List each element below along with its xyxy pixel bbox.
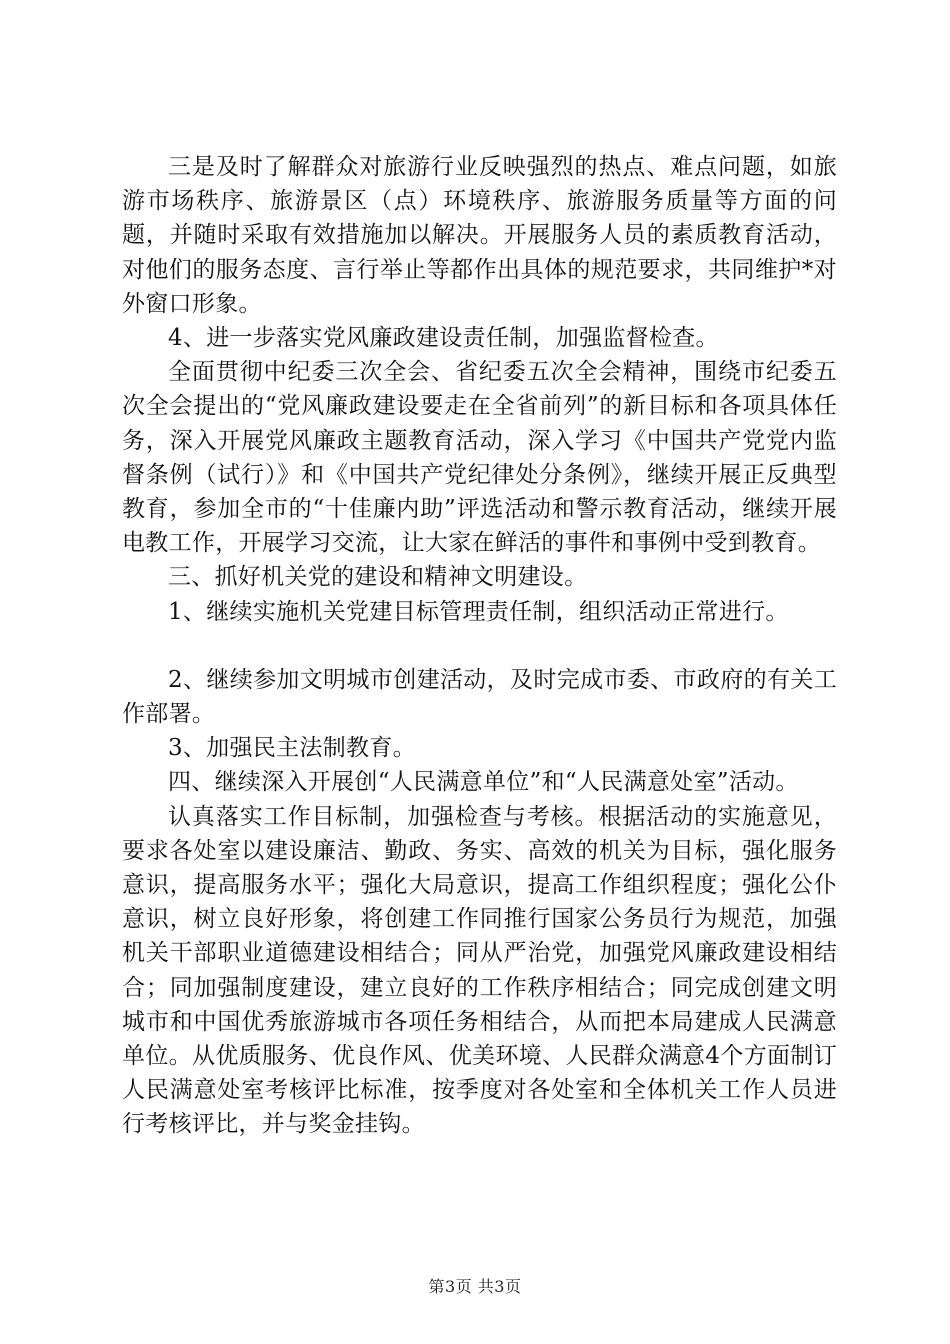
paragraph-heading-party-building: 三、抓好机关党的建设和精神文明建设。 xyxy=(168,564,588,591)
paragraph-heading-clean-government: 4、进一步落实党风廉政建设责任制，加强监督检查。 xyxy=(168,325,719,352)
paragraph-heading-satisfaction: 四、继续深入开展创“人民满意单位”和“人民满意处室”活动。 xyxy=(168,769,799,796)
paragraph-item-civilized-city: 2、继续参加文明城市创建活动，及时完成市委、市政府的有关工作部署。 xyxy=(122,666,837,728)
paragraph-tourism-issues: 三是及时了解群众对旅游行业反映强烈的热点、难点问题，如旅游市场秩序、旅游景区（点）环境秩序、旅游服务质量等方面的问题，并随时采取有效措施加以解决。开展服务人员的素质教育活动，对他们的服务态度、言行举止等都作出具体的规范要求，共同维护*对外窗口形象。 xyxy=(122,154,837,317)
paragraph-item-legal-education: 3、加强民主法制教育。 xyxy=(168,735,416,762)
document-body xyxy=(122,150,837,1142)
page-footer: 第3页 共3页 xyxy=(428,1277,522,1296)
paragraph-clean-government-details: 全面贯彻中纪委三次全会、省纪委五次全会精神，围绕市纪委五次全会提出的“党风廉政建设要走在全省前列”的新目标和各项具体任务，深入开展党风廉政主题教育活动，深入学习《中国共产党党内监督条例（试行）》和《中国共产党纪律处分条例》，继续开展正反典型教育，参加全市的“十佳廉内助”评选活动和警示教育活动，继续开展电教工作，开展学习交流，让大家在鲜活的事件和事例中受到教育。 xyxy=(122,359,837,557)
paragraph-satisfaction-details: 认真落实工作目标制，加强检查与考核。根据活动的实施意见，要求各处室以建设廉洁、勤政、务实、高效的机关为目标，强化服务意识，提高服务水平；强化大局意识，提高工作组织程度；强化公仆意识，树立良好形象，将创建工作同推行国家公务员行为规范，加强机关干部职业道德建设相结合；同从严治党，加强党风廉政建设相结合；同加强制度建设，建立良好的工作秩序相结合；同完成创建文明城市和中国优秀旅游城市各项任务相结合，从而把本局建成人民满意单位。从优质服务、优良作风、优美环境、人民群众满意4个方面制订人民满意处室考核评比标准，按季度对各处室和全体机关工作人员进行考核评比，并与奖金挂钩。 xyxy=(122,803,837,1138)
paragraph-item-party-responsibility: 1、继续实施机关党建目标管理责任制，组织活动正常进行。 xyxy=(168,598,789,625)
